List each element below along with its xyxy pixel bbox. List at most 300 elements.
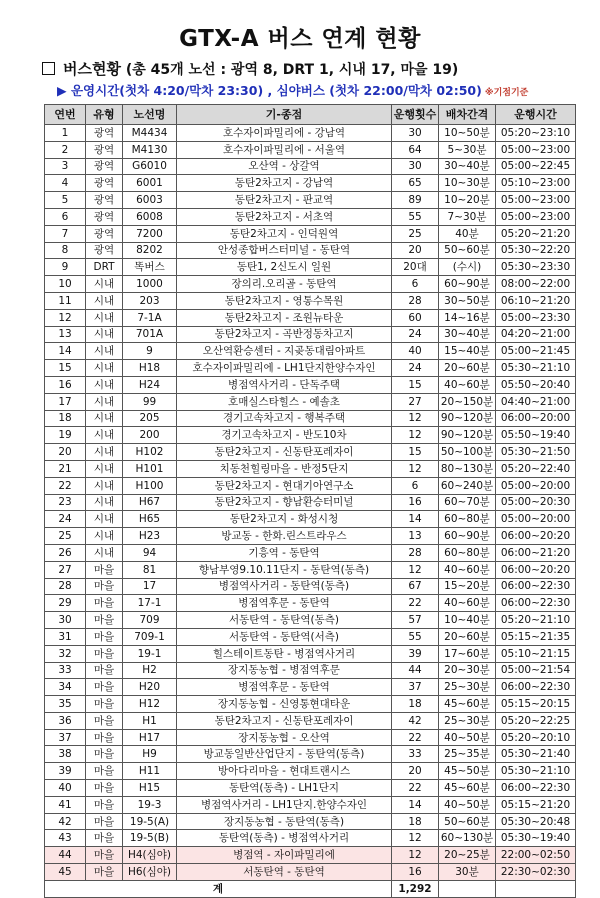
seq-cell: 10 bbox=[45, 276, 86, 293]
route-cell: 17-1 bbox=[123, 595, 177, 612]
summary-main: 버스현황 bbox=[63, 60, 121, 78]
type-cell: 마을 bbox=[86, 645, 123, 662]
endpoints-cell: 동탄2차고지 - 강남역 bbox=[177, 175, 392, 192]
table-row bbox=[45, 813, 576, 830]
type-cell: 시내 bbox=[86, 292, 123, 309]
route-cell: H24 bbox=[123, 376, 177, 393]
route-cell: 19-5(B) bbox=[123, 830, 177, 847]
hours-cell: 05:30~19:40 bbox=[496, 830, 576, 847]
endpoints-cell: 안성종합버스터미널 - 동탄역 bbox=[177, 242, 392, 259]
interval-cell: 40~50분 bbox=[439, 796, 496, 813]
interval-cell: 20~25분 bbox=[439, 847, 496, 864]
interval-cell: 20~60분 bbox=[439, 360, 496, 377]
trips-cell: 55 bbox=[392, 208, 439, 225]
seq-cell: 40 bbox=[45, 780, 86, 797]
interval-cell: 50~100분 bbox=[439, 444, 496, 461]
interval-cell: 15~40분 bbox=[439, 343, 496, 360]
hours-cell: 05:00~20:30 bbox=[496, 494, 576, 511]
interval-cell: 40~60분 bbox=[439, 376, 496, 393]
seq-cell: 4 bbox=[45, 175, 86, 192]
seq-cell: 21 bbox=[45, 460, 86, 477]
route-cell: H65 bbox=[123, 511, 177, 528]
interval-cell: 90~120분 bbox=[439, 427, 496, 444]
interval-cell: 17~60분 bbox=[439, 645, 496, 662]
trips-cell: 6 bbox=[392, 477, 439, 494]
table-row bbox=[45, 864, 576, 881]
endpoints-cell: 병점역사거리 - 단독주택 bbox=[177, 376, 392, 393]
hours-cell: 05:00~22:45 bbox=[496, 158, 576, 175]
header-endpoints: 기-종점 bbox=[177, 105, 392, 125]
table-row bbox=[45, 578, 576, 595]
seq-cell: 33 bbox=[45, 662, 86, 679]
seq-cell: 29 bbox=[45, 595, 86, 612]
trips-cell: 89 bbox=[392, 192, 439, 209]
seq-cell: 35 bbox=[45, 696, 86, 713]
hours-cell: 05:20~21:10 bbox=[496, 612, 576, 629]
interval-cell: 60~240분 bbox=[439, 477, 496, 494]
type-cell: 마을 bbox=[86, 830, 123, 847]
route-cell: H101 bbox=[123, 460, 177, 477]
hours-cell: 05:20~22:40 bbox=[496, 460, 576, 477]
type-cell: 시내 bbox=[86, 309, 123, 326]
interval-cell: 10~50분 bbox=[439, 125, 496, 142]
hours-cell: 05:20~23:10 bbox=[496, 125, 576, 142]
table-row bbox=[45, 125, 576, 142]
table-row bbox=[45, 763, 576, 780]
trips-cell: 22 bbox=[392, 729, 439, 746]
type-cell: 마을 bbox=[86, 763, 123, 780]
seq-cell: 16 bbox=[45, 376, 86, 393]
type-cell: 시내 bbox=[86, 494, 123, 511]
interval-cell: 7~30분 bbox=[439, 208, 496, 225]
seq-cell: 7 bbox=[45, 225, 86, 242]
hours-cell: 06:00~22:30 bbox=[496, 578, 576, 595]
interval-cell: 40분 bbox=[439, 225, 496, 242]
route-cell: 94 bbox=[123, 544, 177, 561]
trips-cell: 16 bbox=[392, 494, 439, 511]
endpoints-cell: 장지동농협 - 병점역후문 bbox=[177, 662, 392, 679]
table-row bbox=[45, 645, 576, 662]
route-cell: M4130 bbox=[123, 141, 177, 158]
trips-cell: 12 bbox=[392, 410, 439, 427]
checkbox-square-icon bbox=[42, 62, 55, 75]
table-row bbox=[45, 460, 576, 477]
type-cell: DRT bbox=[86, 259, 123, 276]
endpoints-cell: 동탄2차고지 - 판교역 bbox=[177, 192, 392, 209]
seq-cell: 17 bbox=[45, 393, 86, 410]
seq-cell: 15 bbox=[45, 360, 86, 377]
hours-cell: 06:00~22:30 bbox=[496, 780, 576, 797]
hours-cell: 22:00~02:50 bbox=[496, 847, 576, 864]
interval-cell: 40~60분 bbox=[439, 561, 496, 578]
table-row bbox=[45, 477, 576, 494]
route-cell: 6008 bbox=[123, 208, 177, 225]
endpoints-cell: 동탄2차고지 - 서초역 bbox=[177, 208, 392, 225]
route-cell: 17 bbox=[123, 578, 177, 595]
interval-cell: (수시) bbox=[439, 259, 496, 276]
hours-cell: 06:00~20:20 bbox=[496, 561, 576, 578]
endpoints-cell: 병점역사거리 - 동탄역(동측) bbox=[177, 578, 392, 595]
seq-cell: 18 bbox=[45, 410, 86, 427]
seq-cell: 38 bbox=[45, 746, 86, 763]
interval-cell: 50~60분 bbox=[439, 242, 496, 259]
hours-cell: 05:00~23:30 bbox=[496, 309, 576, 326]
type-cell: 광역 bbox=[86, 158, 123, 175]
type-cell: 광역 bbox=[86, 242, 123, 259]
triangle-marker-icon: ▶ bbox=[57, 83, 67, 98]
hours-cell: 08:00~22:00 bbox=[496, 276, 576, 293]
trips-cell: 6 bbox=[392, 276, 439, 293]
trips-cell: 12 bbox=[392, 847, 439, 864]
interval-cell: 30~40분 bbox=[439, 158, 496, 175]
route-cell: H20 bbox=[123, 679, 177, 696]
table-row bbox=[45, 561, 576, 578]
seq-cell: 22 bbox=[45, 477, 86, 494]
hours-cell: 05:30~21:10 bbox=[496, 763, 576, 780]
type-cell: 마을 bbox=[86, 729, 123, 746]
interval-cell: 60~90분 bbox=[439, 528, 496, 545]
table-row bbox=[45, 612, 576, 629]
trips-cell: 24 bbox=[392, 326, 439, 343]
type-cell: 광역 bbox=[86, 208, 123, 225]
route-cell: H17 bbox=[123, 729, 177, 746]
trips-cell: 33 bbox=[392, 746, 439, 763]
type-cell: 광역 bbox=[86, 125, 123, 142]
endpoints-cell: 동탄역(동측) - LH1단지 bbox=[177, 780, 392, 797]
endpoints-cell: 서동탄역 - 동탄역(동측) bbox=[177, 612, 392, 629]
trips-cell: 57 bbox=[392, 612, 439, 629]
total-empty bbox=[439, 880, 496, 897]
interval-cell: 30~50분 bbox=[439, 292, 496, 309]
endpoints-cell: 장지동농협 - 오산역 bbox=[177, 729, 392, 746]
seq-cell: 20 bbox=[45, 444, 86, 461]
route-cell: H15 bbox=[123, 780, 177, 797]
type-cell: 시내 bbox=[86, 528, 123, 545]
type-cell: 마을 bbox=[86, 712, 123, 729]
route-cell: H6(심야) bbox=[123, 864, 177, 881]
hours-cell: 05:15~21:35 bbox=[496, 628, 576, 645]
endpoints-cell: 동탄역(동측) - 병점역사거리 bbox=[177, 830, 392, 847]
endpoints-cell: 병점역후문 - 동탄역 bbox=[177, 679, 392, 696]
trips-cell: 65 bbox=[392, 175, 439, 192]
type-cell: 시내 bbox=[86, 460, 123, 477]
route-cell: 203 bbox=[123, 292, 177, 309]
table-row bbox=[45, 410, 576, 427]
table-row bbox=[45, 511, 576, 528]
route-cell: H4(심야) bbox=[123, 847, 177, 864]
type-cell: 시내 bbox=[86, 544, 123, 561]
hours-cell: 05:00~23:00 bbox=[496, 141, 576, 158]
endpoints-cell: 오산역환승센터 - 지곶동대림아파트 bbox=[177, 343, 392, 360]
endpoints-cell: 동탄2차고지 - 신동탄포레자이 bbox=[177, 712, 392, 729]
type-cell: 시내 bbox=[86, 410, 123, 427]
endpoints-cell: 호수자이파밀리에 - 서울역 bbox=[177, 141, 392, 158]
interval-cell: 10~40분 bbox=[439, 612, 496, 629]
endpoints-cell: 병점역사거리 - LH1단지.한양수자인 bbox=[177, 796, 392, 813]
table-row bbox=[45, 696, 576, 713]
table-row bbox=[45, 225, 576, 242]
type-cell: 마을 bbox=[86, 628, 123, 645]
endpoints-cell: 호수자이파밀리에 - 강남역 bbox=[177, 125, 392, 142]
interval-cell: 80~130분 bbox=[439, 460, 496, 477]
endpoints-cell: 동탄2차고지 - 현대기아연구소 bbox=[177, 477, 392, 494]
endpoints-cell: 호매실스타힐스 - 예솔초 bbox=[177, 393, 392, 410]
hours-cell: 05:00~23:00 bbox=[496, 192, 576, 209]
hours-cell: 05:00~21:45 bbox=[496, 343, 576, 360]
hours-cell: 05:00~20:00 bbox=[496, 511, 576, 528]
interval-cell: 60~70분 bbox=[439, 494, 496, 511]
interval-cell: 25~35분 bbox=[439, 746, 496, 763]
type-cell: 시내 bbox=[86, 477, 123, 494]
route-cell: G6010 bbox=[123, 158, 177, 175]
route-cell: 19-5(A) bbox=[123, 813, 177, 830]
table-row bbox=[45, 595, 576, 612]
type-cell: 마을 bbox=[86, 796, 123, 813]
endpoints-cell: 동탄2차고지 - 곡반정동차고지 bbox=[177, 326, 392, 343]
seq-cell: 45 bbox=[45, 864, 86, 881]
seq-cell: 44 bbox=[45, 847, 86, 864]
seq-cell: 30 bbox=[45, 612, 86, 629]
type-cell: 시내 bbox=[86, 376, 123, 393]
seq-cell: 19 bbox=[45, 427, 86, 444]
trips-cell: 30 bbox=[392, 125, 439, 142]
trips-cell: 39 bbox=[392, 645, 439, 662]
hours-cell: 05:10~23:00 bbox=[496, 175, 576, 192]
seq-cell: 37 bbox=[45, 729, 86, 746]
trips-cell: 28 bbox=[392, 544, 439, 561]
table-row bbox=[45, 528, 576, 545]
type-cell: 마을 bbox=[86, 746, 123, 763]
trips-cell: 18 bbox=[392, 813, 439, 830]
trips-cell: 22 bbox=[392, 595, 439, 612]
interval-cell: 45~60분 bbox=[439, 696, 496, 713]
route-cell: 9 bbox=[123, 343, 177, 360]
type-cell: 광역 bbox=[86, 141, 123, 158]
hours-cell: 05:30~23:30 bbox=[496, 259, 576, 276]
table-row bbox=[45, 292, 576, 309]
trips-cell: 15 bbox=[392, 444, 439, 461]
route-cell: 6003 bbox=[123, 192, 177, 209]
hours-note: ※기점기준 bbox=[484, 88, 529, 98]
interval-cell: 90~120분 bbox=[439, 410, 496, 427]
interval-cell: 30~40분 bbox=[439, 326, 496, 343]
interval-cell: 20~30분 bbox=[439, 662, 496, 679]
table-row bbox=[45, 712, 576, 729]
interval-cell: 25~30분 bbox=[439, 679, 496, 696]
trips-cell: 27 bbox=[392, 393, 439, 410]
interval-cell: 14~16분 bbox=[439, 309, 496, 326]
interval-cell: 20~150분 bbox=[439, 393, 496, 410]
hours-cell: 05:50~19:40 bbox=[496, 427, 576, 444]
seq-cell: 42 bbox=[45, 813, 86, 830]
interval-cell: 45~50분 bbox=[439, 763, 496, 780]
hours-cell: 05:15~20:15 bbox=[496, 696, 576, 713]
interval-cell: 60~130분 bbox=[439, 830, 496, 847]
total-label: 계 bbox=[45, 880, 392, 897]
table-row bbox=[45, 830, 576, 847]
type-cell: 마을 bbox=[86, 813, 123, 830]
seq-cell: 11 bbox=[45, 292, 86, 309]
seq-cell: 39 bbox=[45, 763, 86, 780]
endpoints-cell: 장의리.오리골 - 동탄역 bbox=[177, 276, 392, 293]
header-interval: 배차간격 bbox=[439, 105, 496, 125]
type-cell: 시내 bbox=[86, 326, 123, 343]
table-row bbox=[45, 662, 576, 679]
seq-cell: 8 bbox=[45, 242, 86, 259]
trips-cell: 12 bbox=[392, 561, 439, 578]
endpoints-cell: 치동천힐링마을 - 반정5단지 bbox=[177, 460, 392, 477]
total-empty bbox=[496, 880, 576, 897]
route-cell: 8202 bbox=[123, 242, 177, 259]
endpoints-cell: 오산역 - 상갈역 bbox=[177, 158, 392, 175]
trips-cell: 20 bbox=[392, 763, 439, 780]
interval-cell: 50~60분 bbox=[439, 813, 496, 830]
seq-cell: 23 bbox=[45, 494, 86, 511]
type-cell: 시내 bbox=[86, 343, 123, 360]
seq-cell: 1 bbox=[45, 125, 86, 142]
route-cell: H102 bbox=[123, 444, 177, 461]
hours-cell: 05:30~21:10 bbox=[496, 360, 576, 377]
trips-cell: 12 bbox=[392, 830, 439, 847]
seq-cell: 25 bbox=[45, 528, 86, 545]
hours-cell: 06:10~21:20 bbox=[496, 292, 576, 309]
table-row bbox=[45, 780, 576, 797]
type-cell: 시내 bbox=[86, 360, 123, 377]
trips-cell: 60 bbox=[392, 309, 439, 326]
type-cell: 광역 bbox=[86, 225, 123, 242]
route-cell: 99 bbox=[123, 393, 177, 410]
seq-cell: 34 bbox=[45, 679, 86, 696]
route-cell: H2 bbox=[123, 662, 177, 679]
type-cell: 시내 bbox=[86, 393, 123, 410]
hours-text: 운영시간(첫차 4:20/막차 23:30) , 심야버스 (첫차 22:00/막차 02:50) bbox=[70, 83, 482, 98]
table-row bbox=[45, 242, 576, 259]
hours-cell: 06:00~20:20 bbox=[496, 528, 576, 545]
route-cell: 81 bbox=[123, 561, 177, 578]
type-cell: 마을 bbox=[86, 595, 123, 612]
interval-cell: 10~30분 bbox=[439, 175, 496, 192]
hours-cell: 05:20~20:10 bbox=[496, 729, 576, 746]
hours-cell: 06:00~22:30 bbox=[496, 679, 576, 696]
bus-summary bbox=[42, 58, 458, 79]
route-cell: 19-3 bbox=[123, 796, 177, 813]
hours-cell: 06:00~21:20 bbox=[496, 544, 576, 561]
header-type: 유형 bbox=[86, 105, 123, 125]
interval-cell: 40~50분 bbox=[439, 729, 496, 746]
seq-cell: 12 bbox=[45, 309, 86, 326]
interval-cell: 20~60분 bbox=[439, 628, 496, 645]
table-row bbox=[45, 343, 576, 360]
endpoints-cell: 호수자이파밀리에 - LH1단지한양수자인 bbox=[177, 360, 392, 377]
route-cell: H1 bbox=[123, 712, 177, 729]
route-cell: 200 bbox=[123, 427, 177, 444]
table-row bbox=[45, 326, 576, 343]
seq-cell: 14 bbox=[45, 343, 86, 360]
route-cell: 똑버스 bbox=[123, 259, 177, 276]
table-row bbox=[45, 360, 576, 377]
table-row bbox=[45, 796, 576, 813]
route-cell: H67 bbox=[123, 494, 177, 511]
trips-cell: 28 bbox=[392, 292, 439, 309]
table-row bbox=[45, 544, 576, 561]
trips-cell: 22 bbox=[392, 780, 439, 797]
type-cell: 마을 bbox=[86, 578, 123, 595]
hours-cell: 05:50~20:40 bbox=[496, 376, 576, 393]
type-cell: 마을 bbox=[86, 696, 123, 713]
hours-cell: 05:00~20:00 bbox=[496, 477, 576, 494]
trips-cell: 20대 bbox=[392, 259, 439, 276]
hours-cell: 05:15~21:20 bbox=[496, 796, 576, 813]
table-row bbox=[45, 729, 576, 746]
route-cell: H23 bbox=[123, 528, 177, 545]
trips-cell: 18 bbox=[392, 696, 439, 713]
trips-cell: 30 bbox=[392, 158, 439, 175]
table-row bbox=[45, 376, 576, 393]
route-cell: 709-1 bbox=[123, 628, 177, 645]
table-row bbox=[45, 175, 576, 192]
seq-cell: 13 bbox=[45, 326, 86, 343]
route-cell: H12 bbox=[123, 696, 177, 713]
type-cell: 마을 bbox=[86, 864, 123, 881]
hours-cell: 06:00~20:00 bbox=[496, 410, 576, 427]
hours-cell: 05:00~23:00 bbox=[496, 208, 576, 225]
seq-cell: 5 bbox=[45, 192, 86, 209]
route-cell: H18 bbox=[123, 360, 177, 377]
table-row bbox=[45, 259, 576, 276]
table-row bbox=[45, 309, 576, 326]
trips-cell: 44 bbox=[392, 662, 439, 679]
header-hours: 운행시간 bbox=[496, 105, 576, 125]
type-cell: 시내 bbox=[86, 276, 123, 293]
type-cell: 시내 bbox=[86, 511, 123, 528]
route-cell: H9 bbox=[123, 746, 177, 763]
type-cell: 마을 bbox=[86, 662, 123, 679]
hours-cell: 05:30~21:40 bbox=[496, 746, 576, 763]
hours-cell: 05:30~22:20 bbox=[496, 242, 576, 259]
trips-cell: 42 bbox=[392, 712, 439, 729]
hours-cell: 05:20~21:20 bbox=[496, 225, 576, 242]
hours-cell: 22:30~02:30 bbox=[496, 864, 576, 881]
trips-cell: 13 bbox=[392, 528, 439, 545]
trips-cell: 40 bbox=[392, 343, 439, 360]
interval-cell: 25~30분 bbox=[439, 712, 496, 729]
header-trips: 운행횟수 bbox=[392, 105, 439, 125]
table-row bbox=[45, 158, 576, 175]
trips-cell: 25 bbox=[392, 225, 439, 242]
seq-cell: 41 bbox=[45, 796, 86, 813]
trips-cell: 16 bbox=[392, 864, 439, 881]
route-cell: M4434 bbox=[123, 125, 177, 142]
route-cell: 6001 bbox=[123, 175, 177, 192]
interval-cell: 60~90분 bbox=[439, 276, 496, 293]
interval-cell: 45~60분 bbox=[439, 780, 496, 797]
endpoints-cell: 장지동농협 - 동탄역(동측) bbox=[177, 813, 392, 830]
hours-cell: 04:20~21:00 bbox=[496, 326, 576, 343]
hours-cell: 05:30~20:48 bbox=[496, 813, 576, 830]
endpoints-cell: 동탄2차고지 - 향남환승터미널 bbox=[177, 494, 392, 511]
endpoints-cell: 동탄2차고지 - 영통수목원 bbox=[177, 292, 392, 309]
endpoints-cell: 방교동 - 한화.린스트라우스 bbox=[177, 528, 392, 545]
trips-cell: 15 bbox=[392, 376, 439, 393]
endpoints-cell: 병점역 - 자이파밀리에 bbox=[177, 847, 392, 864]
table-row bbox=[45, 847, 576, 864]
interval-cell: 5~30분 bbox=[439, 141, 496, 158]
seq-cell: 6 bbox=[45, 208, 86, 225]
seq-cell: 26 bbox=[45, 544, 86, 561]
seq-cell: 43 bbox=[45, 830, 86, 847]
hours-cell: 06:00~22:30 bbox=[496, 595, 576, 612]
endpoints-cell: 동탄2차고지 - 신동탄포레자이 bbox=[177, 444, 392, 461]
